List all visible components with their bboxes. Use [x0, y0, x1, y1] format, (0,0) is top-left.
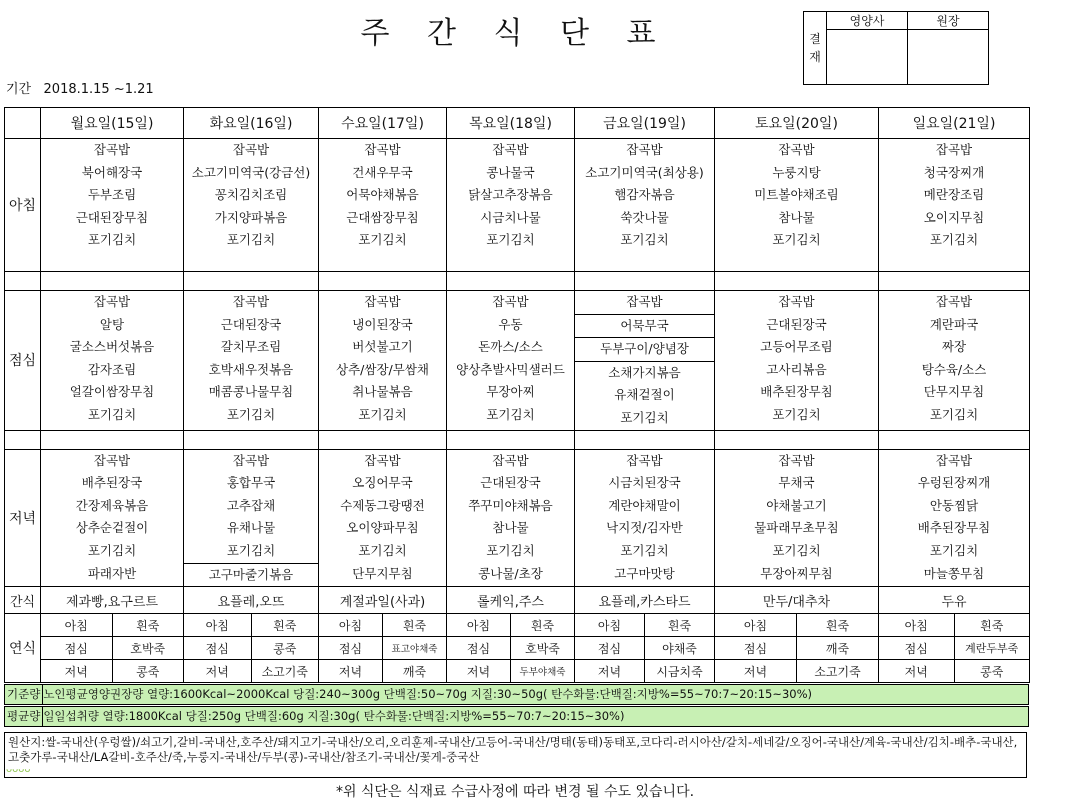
menu-item: 포기김치 — [772, 542, 821, 558]
menu-item: 유채나물 — [226, 520, 276, 536]
menu-item: 단무지무침 — [923, 384, 985, 400]
menu-item: 건새우무국 — [352, 164, 413, 180]
porridge-item: 콩죽 — [251, 637, 318, 660]
snack-label: 간식 — [5, 587, 41, 614]
spacer-row — [5, 430, 1030, 449]
menu-item: 돈까스/소스 — [478, 339, 543, 355]
menu-item: 포기김치 — [358, 232, 407, 248]
dinner-cell — [715, 449, 879, 587]
menu-item: 근대된장무침 — [75, 209, 149, 225]
menu-item: 무장아찌무침 — [760, 565, 833, 581]
menu-item: 잡곡밥 — [232, 452, 270, 468]
snack-cell: 만두/대추차 — [715, 587, 879, 614]
menu-item: 오징어무국 — [352, 475, 413, 491]
meal-label: 점심 — [319, 637, 383, 660]
menu-item: 잡곡밥 — [935, 452, 973, 468]
meal-label: 저녁 — [319, 660, 383, 683]
menu-item: 잡곡밥 — [778, 452, 815, 468]
menu-item: 야채불고기 — [766, 497, 827, 513]
porridge-cell — [879, 614, 1030, 683]
porridge-item: 흰죽 — [954, 614, 1029, 637]
meal-label: 아침 — [715, 614, 797, 637]
menu-item: 배추된장무침 — [917, 520, 991, 536]
porridge-cell — [184, 614, 319, 683]
porridge-row — [5, 614, 1030, 683]
menu-item: 상추순겉절이 — [75, 520, 149, 536]
day-header: 일요일(21일) — [879, 108, 1030, 139]
menu-item: 콩나물국 — [486, 164, 535, 180]
lunch-cell — [319, 291, 447, 431]
average-text: 일일섭취량 열량:1800Kcal 당질:250g 단백질:60g 지질:30g( 탄수화물:단백질:지방%=55~70:7~20:15~30%) — [43, 709, 625, 723]
menu-item: 계란파국 — [929, 316, 979, 332]
porridge-cell — [715, 614, 879, 683]
porridge-item: 콩죽 — [136, 664, 160, 679]
menu-item: 잡곡밥 — [492, 142, 529, 157]
menu-item: 무채국 — [778, 475, 815, 491]
porridge-label: 연식 — [5, 614, 41, 683]
menu-item: 마늘쫑무침 — [923, 565, 985, 581]
menu-item: 취나물볶음 — [352, 384, 413, 400]
menu-item: 상추/쌈장/무쌈채 — [336, 361, 429, 377]
menu-item: 잡곡밥 — [93, 452, 131, 468]
porridge-item: 흰죽 — [251, 614, 318, 637]
menu-item: 알탕 — [99, 316, 125, 332]
breakfast-cell — [41, 139, 184, 272]
page-title: 주 간 식 단 표 — [360, 16, 670, 51]
breakfast-label: 아침 — [5, 139, 41, 272]
menu-item: 쑥갓나물 — [620, 209, 669, 225]
menu-item: 배추된장무침 — [760, 384, 833, 400]
menu-item: 안동찜닭 — [929, 497, 979, 513]
menu-item: 잡곡밥 — [232, 294, 270, 309]
menu-item: 감자조림 — [87, 361, 137, 377]
menu-item: 포기김치 — [87, 542, 137, 558]
dinner-cell — [575, 449, 715, 587]
menu-item: 포기김치 — [929, 406, 979, 422]
menu-item: 오이지무침 — [923, 209, 985, 225]
breakfast-row — [5, 139, 1030, 272]
menu-item: 소채가지볶음 — [608, 364, 681, 380]
menu-item: 잡곡밥 — [575, 291, 714, 315]
day-header: 토요일(20일) — [715, 108, 879, 139]
menu-item: 물파래무초무침 — [754, 520, 839, 536]
menu-item: 포기김치 — [87, 406, 137, 422]
menu-item: 포기김치 — [620, 542, 669, 558]
period — [6, 78, 154, 97]
menu-item: 양상추발사믹샐러드 — [456, 361, 565, 377]
menu-item: 짜장 — [941, 339, 967, 355]
corner-cell — [5, 108, 41, 139]
day-header: 화요일(16일) — [184, 108, 319, 139]
porridge-item: 흰죽 — [511, 614, 575, 637]
meal-label: 아침 — [447, 614, 511, 637]
menu-item: 얼갈이쌈장무침 — [69, 384, 155, 400]
menu-item: 매콤콩나물무침 — [208, 384, 294, 400]
snack-cell: 두유 — [879, 587, 1030, 614]
menu-item: 잡곡밥 — [935, 142, 973, 157]
snack-cell: 제과빵,요구르트 — [41, 587, 184, 614]
breakfast-cell — [184, 139, 319, 272]
standard-text: 노인평균영양권장량 열량:1600Kcal~2000Kcal 당질:240~300g 단백질:50~70g 지질:30~50g( 탄수화물:단백질:지방%=55~70:7~20:15~30%) — [43, 687, 813, 701]
lunch-cell — [447, 291, 575, 431]
lunch-row — [5, 291, 1030, 431]
menu-item: 잡곡밥 — [626, 142, 663, 157]
porridge-item: 두부야채죽 — [519, 667, 566, 679]
porridge-item: 시금치죽 — [656, 664, 703, 679]
meal-label: 점심 — [447, 637, 511, 660]
menu-item: 메란장조림 — [923, 187, 985, 203]
menu-item: 배추된장국 — [81, 475, 143, 491]
menu-item: 오이양파무침 — [346, 520, 419, 536]
menu-item: 냉이된장국 — [352, 316, 413, 332]
porridge-cell — [447, 614, 575, 683]
porridge-item: 콩죽 — [980, 664, 1004, 679]
menu-item: 포기김치 — [226, 542, 276, 558]
menu-item: 포기김치 — [772, 406, 821, 422]
dinner-cell — [879, 449, 1030, 587]
snack-cell: 요플레,카스타드 — [575, 587, 715, 614]
approval-box — [803, 11, 989, 85]
menu-item: 꽁치김치조림 — [214, 187, 288, 203]
menu-item: 포기김치 — [87, 232, 137, 248]
menu-item: 고사리볶음 — [766, 361, 827, 377]
porridge-cell — [575, 614, 715, 683]
porridge-item: 야채죽 — [645, 637, 715, 660]
menu-item: 근대된장국 — [480, 475, 541, 491]
meal-label: 아침 — [879, 614, 954, 637]
menu-item: 근대된장국 — [766, 316, 827, 332]
menu-item: 시금치나물 — [480, 209, 541, 225]
porridge-item: 계란두부죽 — [954, 637, 1029, 660]
menu-item: 포기김치 — [358, 542, 407, 558]
meal-label: 저녁 — [575, 660, 645, 683]
menu-item: 누룽지탕 — [772, 164, 821, 180]
menu-item: 참나물 — [492, 520, 529, 536]
day-header-row — [5, 108, 1030, 139]
lunch-cell — [41, 291, 184, 431]
menu-item: 잡곡밥 — [492, 452, 529, 468]
period-value: 2018.1.15 ~1.21 — [43, 82, 154, 97]
meal-label: 아침 — [319, 614, 383, 637]
menu-item: 간장제육볶음 — [75, 497, 149, 513]
porridge-cell — [41, 614, 184, 683]
menu-item: 포기김치 — [226, 232, 276, 248]
meal-label: 점심 — [41, 637, 112, 660]
approval-director-sign — [908, 30, 989, 85]
menu-item: 우동 — [498, 316, 523, 332]
footer-note: *위 식단은 식재료 수급사정에 따라 변경 될 수도 있습니다. — [335, 784, 695, 800]
dinner-label: 저녁 — [5, 449, 41, 587]
menu-item: 두부구이/양념장 — [575, 338, 714, 362]
lunch-cell — [184, 291, 319, 431]
grass-decoration: ᴗᴗᴗᴗ — [6, 764, 31, 775]
meal-label: 저녁 — [447, 660, 511, 683]
porridge-item: 흰죽 — [797, 614, 879, 637]
porridge-item: 깨죽 — [402, 664, 427, 679]
menu-item: 수제동그랑땡전 — [340, 497, 425, 513]
porridge-item: 흰죽 — [383, 614, 447, 637]
breakfast-cell — [879, 139, 1030, 272]
menu-item: 계란야채말이 — [608, 497, 681, 513]
snack-cell: 계절과일(사과) — [319, 587, 447, 614]
porridge-item: 표고야채죽 — [383, 637, 447, 660]
menu-item: 포기김치 — [620, 232, 669, 248]
menu-item: 북어해장국 — [81, 164, 143, 180]
menu-item: 어묵무국 — [575, 315, 714, 339]
meal-label: 점심 — [879, 637, 954, 660]
menu-item: 닭살고추장볶음 — [468, 187, 553, 203]
menu-item: 햄감자볶음 — [614, 187, 675, 203]
origin-info: 원산지:쌀-국내산(우렁쌀)/쇠고기,갈비-국내산,호주산/돼지고기-국내산/오리,오리훈제-국내산/고등어-국내산/명태(동태)동태포,코다리-러시아산/갈치-세네갈/오징어-국내산/계육-국내산/김치-배추-국내산,고춧가루-국내산/LA갈비-호주산/죽,누룽지-국내산/두부(콩)-국내산/참조기-국내산/꽃게-중국산 — [4, 732, 1027, 778]
menu-item: 호박새우젓볶음 — [208, 361, 294, 377]
menu-item: 소고기미역국(최상용) — [585, 164, 704, 180]
menu-item: 잡곡밥 — [626, 452, 663, 468]
meal-label: 아침 — [41, 614, 112, 637]
menu-item: 갈치무조림 — [220, 339, 282, 355]
breakfast-cell — [715, 139, 879, 272]
menu-item: 잡곡밥 — [364, 452, 401, 468]
menu-item: 잡곡밥 — [232, 142, 270, 157]
snack-row — [5, 587, 1030, 614]
approval-dietitian: 영양사 — [827, 12, 908, 30]
approval-label: 결재 — [804, 12, 827, 85]
menu-item: 잡곡밥 — [778, 142, 815, 157]
menu-item: 무장아찌 — [486, 384, 535, 400]
menu-item: 단무지무침 — [352, 565, 413, 581]
menu-item: 버섯불고기 — [352, 339, 413, 355]
day-header: 월요일(15일) — [41, 108, 184, 139]
menu-item: 미트볼야채조림 — [754, 187, 839, 203]
porridge-item: 호박죽 — [112, 637, 183, 660]
snack-cell: 요플레,오뜨 — [184, 587, 319, 614]
porridge-item: 소고기죽 — [814, 664, 861, 679]
snack-cell: 롤케익,주스 — [447, 587, 575, 614]
meal-label: 아침 — [575, 614, 645, 637]
menu-item: 포기김치 — [772, 232, 821, 248]
menu-item: 시금치된장국 — [608, 475, 681, 491]
menu-item: 소고기미역국(강금선) — [191, 164, 311, 180]
menu-item: 고구마줄기볶음 — [184, 563, 318, 587]
approval-director: 원장 — [908, 12, 989, 30]
lunch-label: 점심 — [5, 291, 41, 431]
menu-item: 잡곡밥 — [364, 294, 401, 309]
menu-item: 쭈꾸미야채볶음 — [468, 497, 553, 513]
meal-label: 저녁 — [41, 660, 112, 683]
menu-item: 포기김치 — [929, 542, 979, 558]
menu-item: 두부조림 — [87, 187, 137, 203]
lunch-cell — [879, 291, 1030, 431]
menu-item: 고추잡채 — [226, 497, 276, 513]
menu-item: 포기김치 — [929, 232, 979, 248]
menu-item: 잡곡밥 — [364, 142, 401, 157]
lunch-cell — [715, 291, 879, 431]
menu-item: 가지양파볶음 — [214, 209, 288, 225]
meal-label: 저녁 — [184, 660, 251, 683]
menu-item: 파래자반 — [87, 565, 137, 581]
breakfast-cell — [447, 139, 575, 272]
menu-item: 굴소스버섯볶음 — [69, 339, 155, 355]
porridge-item: 호박죽 — [511, 637, 575, 660]
day-header: 목요일(18일) — [447, 108, 575, 139]
porridge-cell — [319, 614, 447, 683]
menu-item: 근대쌈장무침 — [346, 209, 419, 225]
dinner-cell — [184, 449, 319, 587]
porridge-item: 흰죽 — [645, 614, 715, 637]
dinner-cell — [41, 449, 184, 587]
dinner-cell — [319, 449, 447, 587]
menu-item: 콩나물/초장 — [478, 565, 543, 581]
porridge-item: 흰죽 — [112, 614, 183, 637]
breakfast-cell — [575, 139, 715, 272]
spacer-row — [5, 272, 1030, 291]
menu-item: 포기김치 — [226, 406, 276, 422]
lunch-cell — [575, 291, 715, 431]
standard-label: 기준량 — [5, 685, 43, 704]
menu-item: 참나물 — [778, 209, 815, 225]
menu-item: 포기김치 — [620, 409, 669, 425]
menu-item: 낙지젓/김자반 — [606, 520, 683, 536]
menu-item: 고구마맛탕 — [614, 565, 675, 581]
menu-item: 우렁된장찌개 — [917, 475, 991, 491]
menu-table — [4, 107, 1030, 683]
meal-label: 저녁 — [879, 660, 954, 683]
menu-item: 유채겉절이 — [614, 387, 675, 403]
menu-item: 근대된장국 — [220, 316, 282, 332]
standard-intake-bar — [4, 684, 1029, 705]
menu-item: 청국장찌개 — [923, 164, 985, 180]
period-label: 기간 — [6, 82, 32, 97]
dinner-cell — [447, 449, 575, 587]
average-label: 평균량 — [5, 707, 43, 726]
meal-label: 점심 — [575, 637, 645, 660]
breakfast-cell — [319, 139, 447, 272]
menu-item: 고등어무조림 — [760, 339, 833, 355]
approval-dietitian-sign — [827, 30, 908, 85]
menu-item: 잡곡밥 — [93, 294, 131, 309]
meal-label: 저녁 — [715, 660, 797, 683]
menu-item: 잡곡밥 — [492, 294, 529, 309]
menu-item: 잡곡밥 — [935, 294, 973, 309]
meal-label: 점심 — [184, 637, 251, 660]
menu-item: 어묵야채볶음 — [346, 187, 419, 203]
menu-item: 포기김치 — [486, 232, 535, 248]
porridge-item: 깨죽 — [797, 637, 879, 660]
porridge-item: 소고기죽 — [261, 664, 308, 679]
meal-label: 아침 — [184, 614, 251, 637]
meal-label: 점심 — [715, 637, 797, 660]
menu-item: 포기김치 — [486, 406, 535, 422]
day-header: 수요일(17일) — [319, 108, 447, 139]
menu-item: 포기김치 — [358, 406, 407, 422]
menu-item: 홍합무국 — [226, 475, 276, 491]
dinner-row — [5, 449, 1030, 587]
average-intake-bar — [4, 706, 1029, 727]
menu-item: 잡곡밥 — [778, 294, 815, 309]
menu-item: 탕수육/소스 — [921, 361, 987, 377]
day-header: 금요일(19일) — [575, 108, 715, 139]
menu-item: 잡곡밥 — [93, 142, 131, 157]
menu-item: 포기김치 — [486, 542, 535, 558]
